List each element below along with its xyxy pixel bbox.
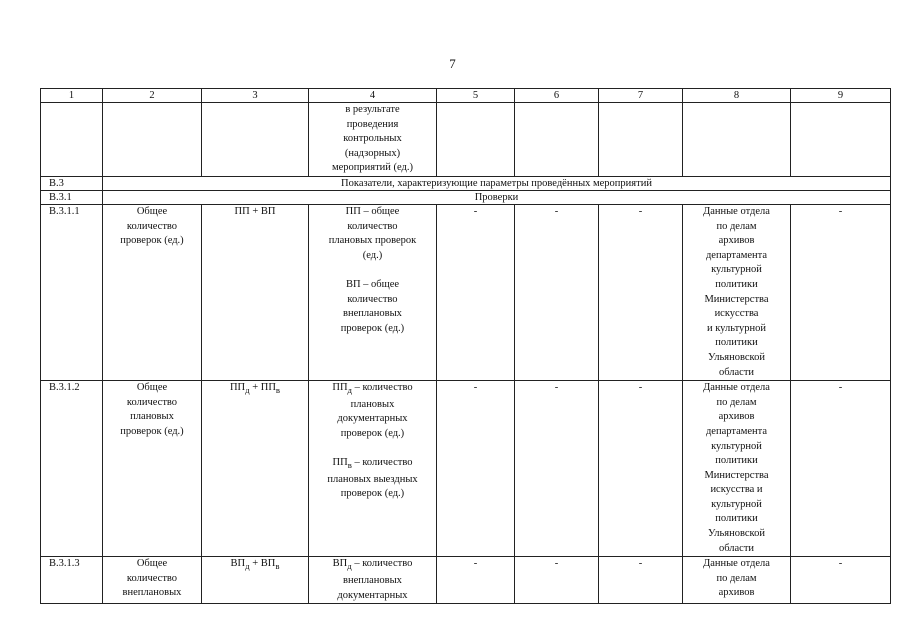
data-source: Данные отдела по делам архивов департамента культурной политики Министерства искусства и культурной политики Ульяновской области: [683, 381, 791, 557]
table-row: [41, 381, 891, 557]
section-code: В.3: [41, 177, 103, 191]
indicators-table: [40, 88, 891, 604]
row-code: В.3.1.1: [41, 205, 103, 381]
page-number: 7: [449, 56, 456, 71]
description-part: $ВП_д$ – количество внеплановых документарных: [332, 558, 413, 601]
section-row-b3: [41, 177, 891, 191]
description-part: ПП – общее количество плановых проверок (ед.): [328, 206, 417, 261]
cell-value: -: [599, 557, 683, 604]
cell-value: -: [515, 381, 599, 557]
formula: $ПП_д + ПП_в$: [202, 381, 309, 557]
formula: $ВП_д + ВП_в$: [202, 557, 309, 604]
indicator-name: Общее количество проверок (ед.): [103, 205, 202, 381]
indicator-name: Общее количество внеплановых: [103, 557, 202, 604]
section-title: Показатели, характеризующие параметры проведённых мероприятий: [103, 177, 891, 191]
indicator-description: [309, 381, 437, 557]
cell-value: -: [791, 381, 891, 557]
column-header-row: [41, 89, 891, 103]
table-row: [41, 557, 891, 604]
section-code: В.3.1: [41, 191, 103, 205]
cell-value: -: [791, 205, 891, 381]
cell-value: -: [599, 205, 683, 381]
indicator-description: [309, 205, 437, 381]
cell-value: -: [791, 557, 891, 604]
column-header: 8: [683, 89, 791, 103]
column-header: 7: [599, 89, 683, 103]
row-code: В.3.1.3: [41, 557, 103, 604]
formula: ПП + ВП: [202, 205, 309, 381]
description-part: ВП – общее количество внеплановых проверок (ед.): [340, 278, 405, 334]
description-part: $ПП_в$ – количество плановых выездных проверок (ед.): [327, 457, 418, 500]
column-header: 5: [437, 89, 515, 103]
cell-value: -: [437, 381, 515, 557]
cell-value: -: [515, 557, 599, 604]
row-code: В.3.1.2: [41, 381, 103, 557]
data-source: Данные отдела по делам архивов: [683, 557, 791, 604]
column-header: 2: [103, 89, 202, 103]
cell-value: -: [437, 557, 515, 604]
cell-value: -: [515, 205, 599, 381]
column-header: 4: [309, 89, 437, 103]
indicator-name: Общее количество плановых проверок (ед.): [103, 381, 202, 557]
indicator-description: [309, 557, 437, 604]
description-part: $ПП_д$ – количество плановых документарных проверок (ед.): [332, 382, 413, 439]
section-title: Проверки: [103, 191, 891, 205]
column-header: 3: [202, 89, 309, 103]
column-header: 9: [791, 89, 891, 103]
column-header: 6: [515, 89, 599, 103]
continuation-description: в результате проведения контрольных (надзорных) мероприятий (ед.): [309, 103, 437, 177]
column-header: 1: [41, 89, 103, 103]
data-source: Данные отдела по делам архивов департамента культурной политики Министерства искусства и культурной политики Ульяновской области: [683, 205, 791, 381]
cell-value: -: [437, 205, 515, 381]
cell-value: -: [599, 381, 683, 557]
section-row-b31: [41, 191, 891, 205]
table-row: [41, 205, 891, 381]
continuation-row: [41, 103, 891, 177]
